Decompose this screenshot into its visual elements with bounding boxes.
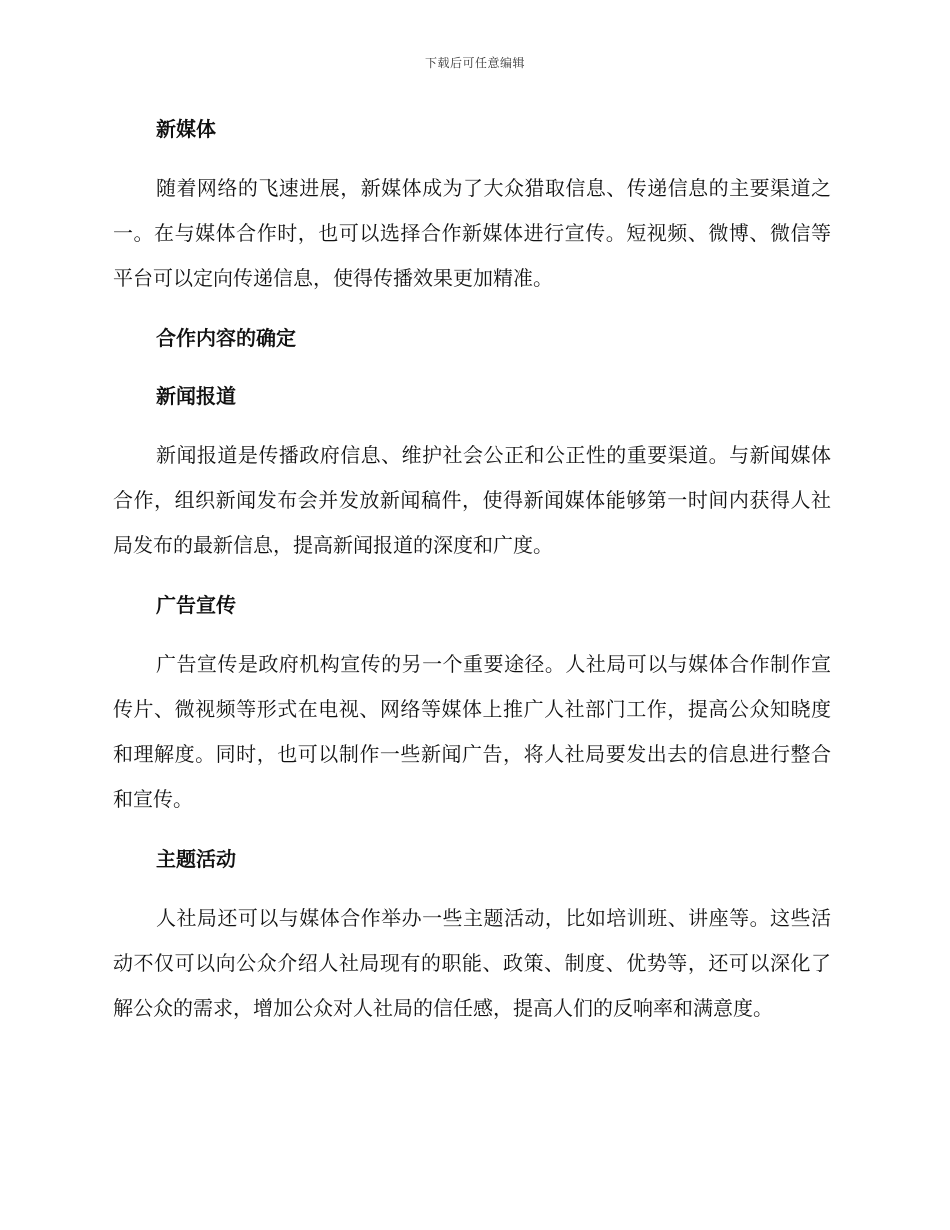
document-body bbox=[113, 108, 831, 1047]
section-heading-cooperation-content: 合作内容的确定 bbox=[156, 326, 296, 350]
paragraph-new-media: 随着网络的飞速进展，新媒体成为了大众猎取信息、传递信息的主要渠道之一。在与媒体合作时，也可以选择合作新媒体进行宣传。短视频、微博、微信等平台可以定向传递信息，使得传播效果更加精准。 bbox=[113, 176, 831, 290]
section-heading-news-report: 新闻报道 bbox=[156, 384, 236, 408]
section-heading-theme-activities: 主题活动 bbox=[156, 847, 236, 871]
section-heading-advertising: 广告宣传 bbox=[156, 593, 236, 617]
paragraph-theme-activities: 人社局还可以与媒体合作举办一些主题活动，比如培训班、讲座等。这些活动不仅可以向公众介绍人社局现有的职能、政策、制度、优势等，还可以深化了解公众的需求，增加公众对人社局的信任感，提高人们的反响率和满意度。 bbox=[113, 906, 831, 1020]
header-note: 下载后可任意编辑 bbox=[424, 56, 525, 70]
section-heading-new-media: 新媒体 bbox=[156, 117, 216, 141]
paragraph-advertising: 广告宣传是政府机构宣传的另一个重要途径。人社局可以与媒体合作制作宣传片、微视频等形式在电视、网络等媒体上推广人社部门工作，提高公众知晓度和理解度。同时，也可以制作一些新闻广告，将人社局要发出去的信息进行整合和宣传。 bbox=[113, 652, 831, 811]
paragraph-news-report: 新闻报道是传播政府信息、维护社会公正和公正性的重要渠道。与新闻媒体合作，组织新闻发布会并发放新闻稿件，使得新闻媒体能够第一时间内获得人社局发布的最新信息，提高新闻报道的深度和广度。 bbox=[113, 443, 831, 557]
